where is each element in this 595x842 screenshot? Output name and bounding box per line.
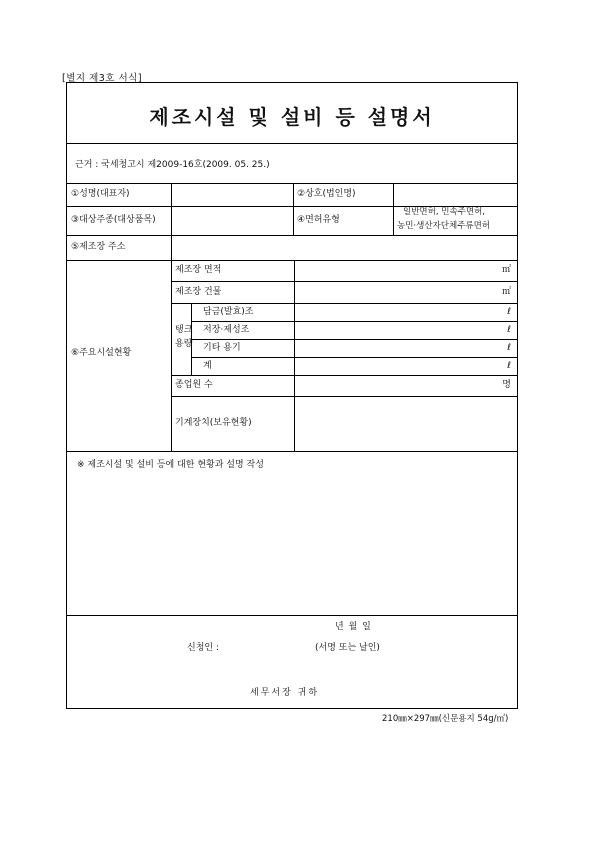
form-frame [66, 82, 518, 709]
area-unit: ㎡ [501, 265, 511, 275]
storage-tank-label: 저장·제성조 [203, 325, 250, 335]
factory-building-label: 제조장 건물 [175, 287, 222, 297]
right-column-line [393, 183, 394, 235]
liter-unit: ℓ [507, 325, 511, 335]
form-label: [별지 제3호 서식] [62, 73, 143, 84]
person-unit: 명 [502, 380, 511, 390]
tank-label: 탱크 [175, 325, 193, 335]
license-type-label: ④면허유형 [297, 215, 340, 225]
facility-row-line [191, 339, 517, 340]
applicant-label: 신청인 : [187, 643, 219, 653]
brewing-tank-label: 담금(발효)조 [203, 307, 254, 317]
row3-divider [67, 260, 517, 261]
basis-text: 근거 : 국세청고시 제2009-16호(2009. 05. 25.) [75, 160, 270, 170]
capacity-label: 용량 [175, 339, 193, 349]
liter-unit: ℓ [507, 307, 511, 317]
form-title: 제조시설 및 설비 등 설명서 [149, 105, 435, 129]
factory-area-label: 제조장 면적 [175, 265, 222, 275]
facility-row-line [171, 281, 517, 282]
title-divider [67, 143, 517, 144]
facility-row-line [171, 375, 517, 376]
liter-unit: ℓ [507, 343, 511, 353]
license-type-value-1: 일반면허, 민속주면허, [403, 207, 486, 217]
liter-unit: ℓ [507, 361, 511, 371]
facilities-divider [67, 451, 517, 452]
basis-divider [67, 183, 517, 184]
main-facilities-label: ⑥주요시설현황 [71, 348, 132, 358]
recipient-line: 세무서장 귀하 [250, 688, 320, 698]
signature-note: (서명 또는 날인) [315, 643, 380, 653]
paper-spec-footer: 210㎜×297㎜(신문용지 54g/㎡) [382, 714, 509, 724]
facility-row-line [191, 357, 517, 358]
other-container-label: 기타 용기 [203, 343, 241, 353]
factory-address-label: ⑤제조장 주소 [71, 242, 126, 252]
area-unit: ㎡ [501, 287, 511, 297]
employees-label: 종업원 수 [175, 380, 213, 390]
facility-row-line [171, 303, 517, 304]
total-label: 계 [203, 361, 212, 371]
target-liquor-label: ③대상주종(대상품목) [71, 215, 156, 225]
mid-column-line [293, 183, 294, 235]
facility-row-line [191, 321, 517, 322]
note-divider [67, 615, 517, 616]
label-column-line [171, 183, 172, 451]
date-line: 년 월 일 [335, 622, 372, 632]
representative-label: ①성명(대표자) [71, 189, 130, 199]
instruction-note: ※ 제조시설 및 설비 등에 대한 현황과 설명 작성 [77, 460, 264, 470]
row2-divider [67, 235, 517, 236]
value-column-line [294, 260, 295, 451]
machinery-label: 기계장치(보유현황) [175, 418, 252, 428]
trade-name-label: ②상호(법인명) [297, 189, 356, 199]
license-type-value-2: 농민·생산자단체주류면허 [397, 221, 491, 231]
facility-row-line [171, 396, 517, 397]
